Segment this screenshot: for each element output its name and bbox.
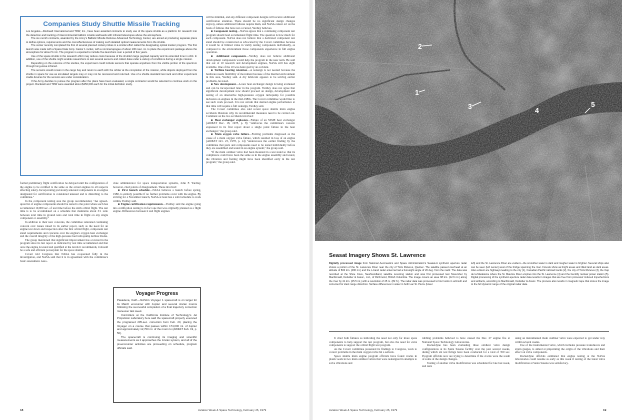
body-paragraph: ciate administrator for space transportation systems, John F. Yardley, however, cited points of disagreement. These involved: [113, 181, 201, 189]
body-paragraph: formal preliminary flight certification be delayed until the configuration of the engine to be certified is the same as the actual engines in all respects affecting safety. Incorporating previously untested components in an engine designated for certification is considered unusual and is disturbing to the committee." [20, 181, 108, 200]
left-column-3 [206, 16, 295, 165]
bullet-item: ■ Turbine bearing retention—A redesign is not needed because the hardware needs flexibility of movement because of the thermal environment in this area, Yardley said. A dry lubricant appears to be solving earlier problems, he noted. [206, 68, 296, 83]
left-column-1 [20, 182, 108, 264]
folio-right: Aviation Week & Space Technology, February 26, 1979 [329, 408, 398, 412]
voyager-title: Voyager Progress [135, 291, 179, 297]
body-paragraph: As the Covert committee presented its findings to Congress, work to correct problems in the main oxygen valve hit a setback. [329, 346, 417, 355]
bullet-item: ■ Main oxygen valve failure—Fretting problems diagnosed as the cause of a main oxygen valve failure, which resulted in loss of an engine (AW&ST Oct. 23, 1978, p. 14) "underscores the earlier finding by the committee that parts and components need to be tested individually before they are assembled and tested in an engine system," the group said. [206, 132, 295, 151]
voyager-body [117, 299, 197, 350]
body-paragraph: Use of the instrumented valve, which includes pressure transducers and strain gauges, is aimed at pinpointing the origin of the vibrations and their effect on valve components. [515, 343, 605, 355]
bullet-item: ■ Component testing—NASA agrees that a continuing component test program should lead accumulated flight time. The question is how much for each component. NASA does not believe that a dedicated component test stand should be constructed as advocated by the Covert committee because it would be of limited value in viably testing components individually, as compared to the environment those components experience in full engine operation. [206, 29, 295, 55]
seasat-radar-image [315, 0, 622, 241]
sidebar-paragraph: If the Army decides to pursue the program after the plans have been evaluated, a single contractor would be selected to continue work on the project. Rockwell and TRW were awarded about $250,000 each for the initial definition study. [26, 79, 197, 87]
right-column-3 [515, 337, 605, 365]
shuttle-missile-sidebar [20, 16, 203, 176]
bullet-item: ■ Heat exchanger explosion—Failure of an SSME heat exchanger (AW&ST Dec. 18, 1978, p. 8) "reinforces the committee's concern expressed in its first report about a single point failure in the heat exchanger," the group said. [206, 117, 295, 133]
right-column-2 [422, 337, 510, 369]
voyager-paragraph: The spacecraft is continuing its imaging and scientific measurements as it approaches the Jovian system, and all of the preencounter activities are proceeding on schedule, program officials said. [117, 335, 197, 350]
voyager-paragraph: Controllers at the California Institute of Technology's Jet Propulsion Laboratory here said the spacecraft properly executed the programed 205-sec. correction burn Feb. 20, placing the Voyager on a course that passes within 174,000 mi. of Jupiter and approximately 12,700 mi. of the moon Io (AW&ST Feb. 19, p. 50). [117, 313, 197, 335]
bullet-head: First launch schedule [121, 188, 150, 193]
image-label-4: 4 [535, 108, 539, 115]
body-paragraph: rubbing problems believed to have caused the Dec. 27 engine fire at National Space Technology Laboratories. [422, 336, 510, 344]
image-label-2: 2 [418, 44, 422, 51]
sidebar-paragraph: Use of the space shuttle in the research effort may reduce costs because of the shuttle's large payload capacity and its extended time in orbit. In addition, use of the shuttle might enable researchers to test several sensors and collect data under a variety of conditions during a single mission. [26, 54, 197, 62]
body-paragraph: The Covert committee also said recent space shuttle main engine accidents illustrate why its recommended measures need to be carried out. Comment on the two accidents involved: [206, 107, 295, 119]
body-paragraph: In the component testing area the group recommended, "An agreed-upon list of engine components should be tested to the point where each has accumulated 10,000 sec. of test time before the sixth orbital flight. The test time is to be accumulated on a schedule that maintains about 3:1 ratio between total time in ground tests and total time in flight on any single component or assembly." [20, 198, 108, 221]
sidebar-paragraph: The six-month contracts, awarded by the Army's Ballistic Missile Defense Advanced Technology Center, are aimed at producing separate plans to define options, requirements and the cost effectiveness of making such detailed optical measurements from the shuttle. [26, 37, 197, 44]
sidebar-paragraph: The center recently completed the first of several planned rocket probes in a similar effort called the designating optical tracker program. The first launch was made with a Space Data Corp. Castor 1 rocket, with a nominal apogee of about 100 naut. mi. to place the experiment package above the atmosphere for about 5 min. The program is expected to include five launchers over a period of five years. [26, 44, 197, 55]
body-paragraph: The group mentioned that significant improvement has occurred in the program since its last report as indicated by test time accumulated and that once the engine is tested and qualified at the levels it recommends, it should be a safe and efficient powerplant for the space shuttle. [20, 237, 108, 253]
body-paragraph: Rocketdyne has been evaluating three oxidizer valve design configurations at its Santa Susana facility over the past several weeks, during which six test firings have been conducted for a total of 350 sec. Program officials now are trying to determine if the cracks were the result of some of the design changes. [422, 343, 510, 362]
voyager-paragraph: Pasadena, Calif.—NASA's Voyager 1 spacecraft is on target for its March encounter with Jupiter and several Jovian moons following the successful completion of a final trajectory correction maneuver last week. [117, 299, 197, 313]
image-label-1: 1 [415, 90, 419, 97]
seasat-caption-title: Seasat Imagery Shows St. Lawrence [329, 253, 426, 259]
left-column-2 [113, 182, 201, 214]
sidebar-paragraph: Depending on the outcome of the studies, the experiment could include sensors that operate anywhere from the visible portion of the spectrum through long-wave infrared. [26, 61, 197, 69]
body-paragraph: Space shuttle main engine program officials have found cracks in plastic seals in two main oxidizer valves that were redesigned in attempts to solve vibrations and [329, 353, 417, 365]
seasat-caption-a: Digitally processed image from National Aeronautics and Space Administration's Seasat-A synthetic aperture radar shows a portion of the St. Lawrence River near the city of Trois Rivieres, Quebec. The satellite passed overhead at an altitude of 800 km. (496 mi.) and the L-band radar antenna had a boresight angle of 20 deg. from the nadir. The data was recorded at the Shoe Cove, Newfoundland, satellite receiving station and was first processed last November by MacDonald, Dettwiler & Assoc., Ltd., of Richmond, British Columbia. The image covers an area 38 km. (22.6 mi.) along the river by 41 km. (25.5 mi.) with a resolution of 25 m. (82 ft.). The radar data was processed to four looks in azimuth and corrected for slant range distortion. Surface differences in water in both Lac St. Pierre (lower [329, 262, 467, 287]
body-paragraph: It cited both failures as indicating the need not only for more spare components to help support the test program, but also the need for extra components to support the orbital flight test program. [329, 336, 417, 348]
caption-divider [329, 331, 609, 332]
folio-left: Aviation Week & Space Technology, February 26, 1979 [198, 408, 267, 412]
seasat-caption-b: left) and the St. Lawrence River are evident—the smoother water is dark and rougher water is brighter. Several ships also can be seen (left center) west of the bridge spanning the river. Forests show as bright areas and tilled land as dark areas. Also evident are highways leading to the city (1), Canadian Pacific railroad tracks (2), the city of Trois Rivieres (3), the Cap de la Madeleine where the St. Maurice River empties into the St. Lawrence (4) and the Gentilly nuclear power station (5). Digital processing of the synthetic aperture radar data results in images that are free from processor induced imperfections and artifacts, according to MacDonald, Dettwiler & Assoc. The process also results in magnetic tape that stores the image to the full dynamic range of the original radar data. [471, 262, 609, 287]
body-paragraph: using an instrumented main oxidizer valve were expected to get under way within several weeks. [515, 336, 605, 344]
bullet-head: Engine certification requirements [120, 202, 163, 207]
body-paragraph: "If the main oxidizer valve had been mounted in a test stand so that its compliance could have been the same as in the engine assembly and tested, the vibration and fretting might have been identified early in the test program," the group said. [206, 149, 295, 165]
image-label-5: 5 [591, 102, 595, 109]
right-page [311, 0, 622, 420]
radar-image-graphic [315, 0, 622, 241]
page-number-right: 19 [603, 408, 607, 412]
body-paragraph: Testing of another valve modification was scheduled for late last week, and tests [422, 360, 510, 369]
image-label-3: 3 [468, 104, 472, 111]
right-column-1 [329, 337, 417, 365]
sidebar-paragraph: Los Angeles—Rockwell International and TRW, Inc., have been awarded contracts to study use of the space shuttle as a platform for research into the detection and tracking of intercontinental ballistic missile warheads with infrared telescopes above the atmosphere. [26, 30, 197, 37]
sidebar-body [26, 30, 197, 87]
body-paragraph: In addition to their new concerns, the committee reiterated continuing concern over issues raised in its earlier report, such as the need for an engine test down and inspection after the first orbital flight, component test stand requirements and concerns over the engine's oxygen heat exchanger and the overall integrity of the high-pressure fuel turbopump turbine blades. [20, 220, 108, 239]
voyager-progress-sidebar [113, 287, 201, 403]
body-paragraph: will be minimal, and any different component designs will receive additional certification attention. There should be no significant design changes anyway, unless additional failures require them, and NASA cannot act on the basis of failures that have not occurred, Yardley believes. [206, 15, 295, 30]
body-paragraph: Rocketdyne officials estimated that engine testing at the NASA laboratories could resume as early as this week if testing of the latest valve modification at Santa Susana was satisfactory. [515, 353, 605, 365]
sidebar-title: Companies Study Shuttle Missile Tracking [43, 21, 180, 28]
sidebar-paragraph: The sensors would remain in the cargo bay and return to earth with the orbiter at the completion of the mission, while objects deployed from the shuttle in space for use as simulated targets may or may not be recovered and returned. Use of a shuttle standard test rack and other experiment cradle devices for the sensors are under consideration. [26, 69, 197, 80]
bullet-item: ■ First launch schedule—NASA believes a launch before spring, 1980, is entirely possible if no further problems occur with the engine. By striving for a November launch, NASA at least has a solid schedule to work within, Yardley said. [113, 188, 201, 203]
page-number-left: 18 [20, 408, 24, 412]
bullet-item: ■ Engine certification requirements—Yardley said the engine going into certification testing is in fact one that was originally planned as a flight engine. Differences between it and flight engines [113, 202, 202, 214]
bullet-item: ■ Additional components—Yardley does not believe additional development components would help the program in the near term. He said that out of 10 research and development engines, NASA still has eight available. One of the 10 was destroyed by an accident. [206, 54, 296, 69]
bullet-item: ■ New development—A new heat exchanger design is being evaluated and can be incorporated later in the program. Yardley does not agree that significant development now should proceed on design, development and testing of an alternative high-pressure oxygen turbopump for possible inclusion on engines in the mid-1980s. The Covert committee would like to see such work proceed. It is not certain that desired engine performance at that time will require a full redesign, Yardley said. [206, 82, 295, 108]
body-paragraph: Covert told Congress that NASA has cooperated fully in the investigation, and NASA said that it is in agreement with the committee's basic assessment. Asso- [20, 251, 108, 264]
